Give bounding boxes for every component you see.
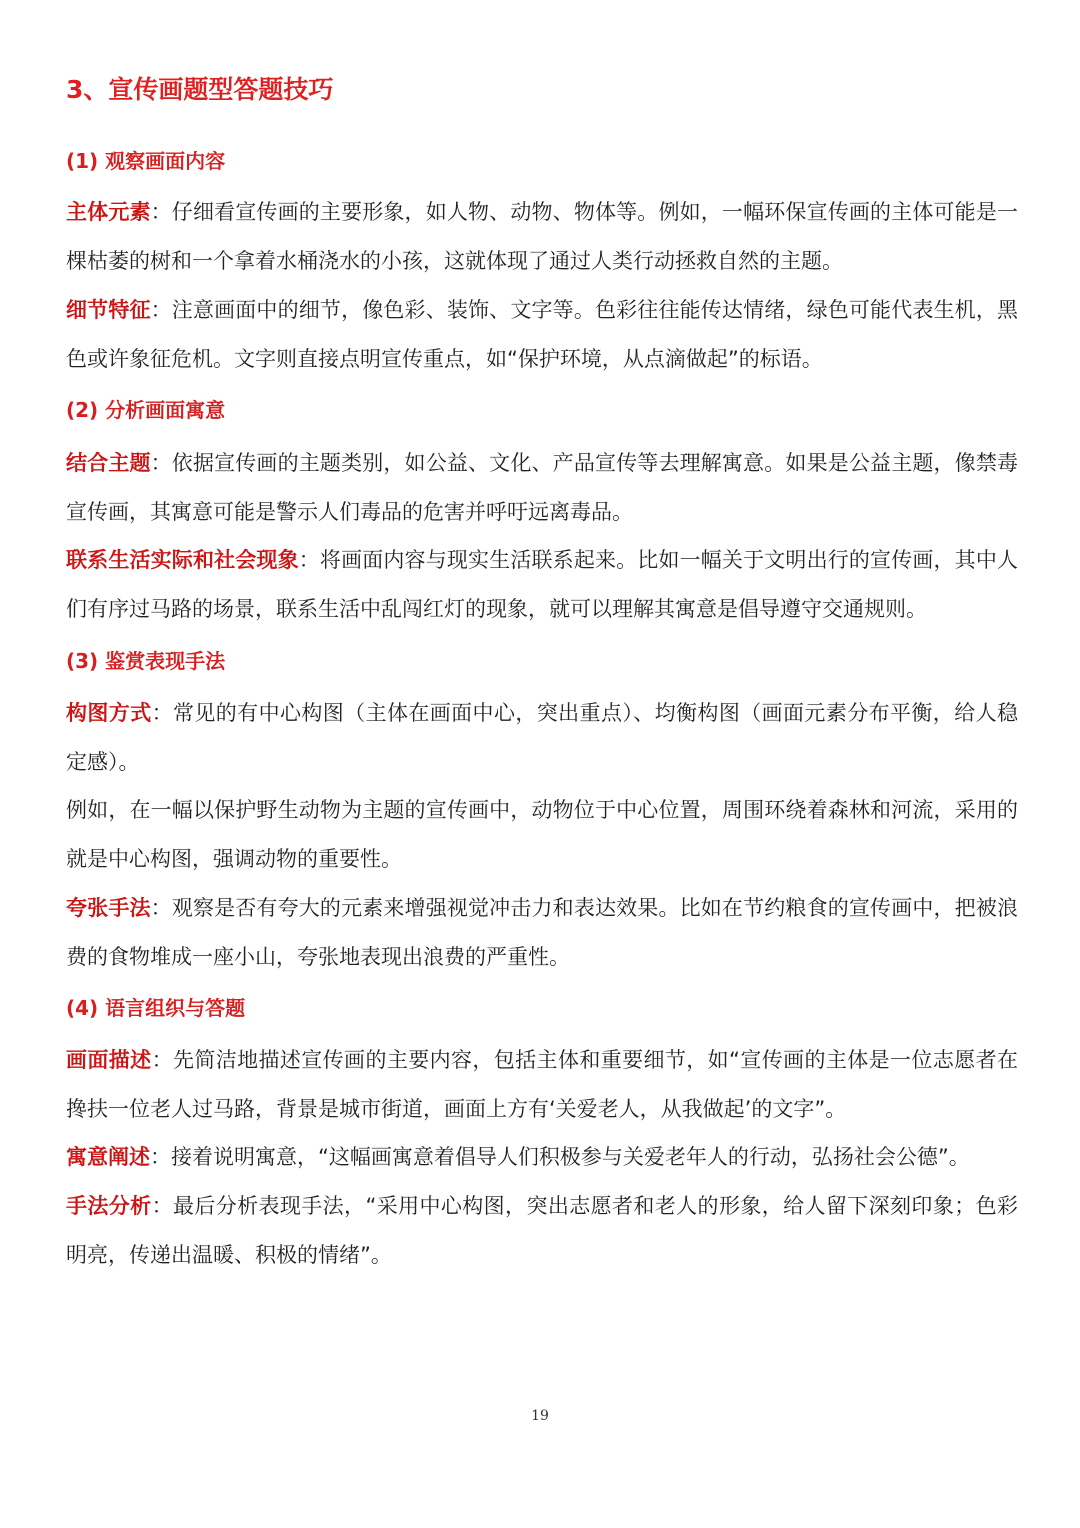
paragraph-detail-features xyxy=(66,286,1018,384)
page-title: 3、宣传画题型答题技巧 xyxy=(66,75,334,104)
paragraph-main-elements xyxy=(66,188,1018,286)
term-label: 画面描述 xyxy=(66,1048,152,1072)
paragraph-picture-description xyxy=(66,1036,1018,1134)
term-label: 主体元素 xyxy=(66,200,151,224)
section-heading-1: (1) 观察画面内容 xyxy=(66,149,226,173)
term-label: 夸张手法 xyxy=(66,896,151,920)
paragraph-example xyxy=(66,786,1018,884)
paragraph-text: ：仔细看宣传画的主要形象，如人物、动物、物体等。例如，一幅环保宣传画的主体可能是一棵枯萎的树和一个拿着水桶浇水的小孩，这就体现了通过人类行动拯救自然的主题。 xyxy=(66,200,1019,273)
section-heading-3: (3) 鉴赏表现手法 xyxy=(66,649,226,673)
paragraph-combine-theme xyxy=(66,439,1018,537)
section-heading-2: (2) 分析画面寓意 xyxy=(66,398,226,422)
section-heading-4: (4) 语言组织与答题 xyxy=(66,996,246,1020)
paragraph-text: 例如，在一幅以保护野生动物为主题的宣传画中，动物位于中心位置，周围环绕着森林和河流，采用的就是中心构图，强调动物的重要性。 xyxy=(66,798,1018,871)
paragraph-text: ：最后分析表现手法，“采用中心构图，突出志愿者和老人的形象，给人留下深刻印象；色彩明亮，传递出温暖、积极的情绪”。 xyxy=(66,1194,1018,1267)
term-label: 寓意阐述 xyxy=(66,1145,150,1169)
paragraph-text: ：先简洁地描述宣传画的主要内容，包括主体和重要细节，如“宣传画的主体是一位志愿者在搀扶一位老人过马路，背景是城市街道，画面上方有‘关爱老人，从我做起’的文字”。 xyxy=(66,1048,1018,1121)
term-label: 联系生活实际和社会现象 xyxy=(66,548,299,572)
term-label: 构图方式 xyxy=(66,701,152,725)
term-label: 手法分析 xyxy=(66,1194,152,1218)
paragraph-composition xyxy=(66,689,1018,787)
term-label: 细节特征 xyxy=(66,298,151,322)
paragraph-exaggeration xyxy=(66,884,1018,982)
term-label: 结合主题 xyxy=(66,451,151,475)
paragraph-text: ：注意画面中的细节，像色彩、装饰、文字等。色彩往往能传达情绪，绿色可能代表生机，黑色或许象征危机。文字则直接点明宣传重点，如“保护环境，从点滴做起”的标语。 xyxy=(66,298,1019,371)
paragraph-text: ：常见的有中心构图（主体在画面中心，突出重点）、均衡构图（画面元素分布平衡，给人稳定感）。 xyxy=(66,701,1018,774)
paragraph-text: ：将画面内容与现实生活联系起来。比如一幅关于文明出行的宣传画，其中人们有序过马路的场景，联系生活中乱闯红灯的现象，就可以理解其寓意是倡导遵守交通规则。 xyxy=(66,548,1018,621)
paragraph-text: ：接着说明寓意，“这幅画寓意着倡导人们积极参与关爱老年人的行动，弘扬社会公德”。 xyxy=(150,1145,970,1169)
paragraph-real-life xyxy=(66,536,1018,634)
paragraph-text: ：观察是否有夸大的元素来增强视觉冲击力和表达效果。比如在节约粮食的宣传画中，把被浪费的食物堆成一座小山，夸张地表现出浪费的严重性。 xyxy=(66,896,1019,969)
page-number: 19 xyxy=(531,1408,549,1424)
paragraph-technique-analysis xyxy=(66,1182,1018,1280)
paragraph-text: ：依据宣传画的主题类别，如公益、文化、产品宣传等去理解寓意。如果是公益主题，像禁毒宣传画，其寓意可能是警示人们毒品的危害并呼吁远离毒品。 xyxy=(66,451,1019,524)
paragraph-meaning xyxy=(66,1133,1018,1182)
